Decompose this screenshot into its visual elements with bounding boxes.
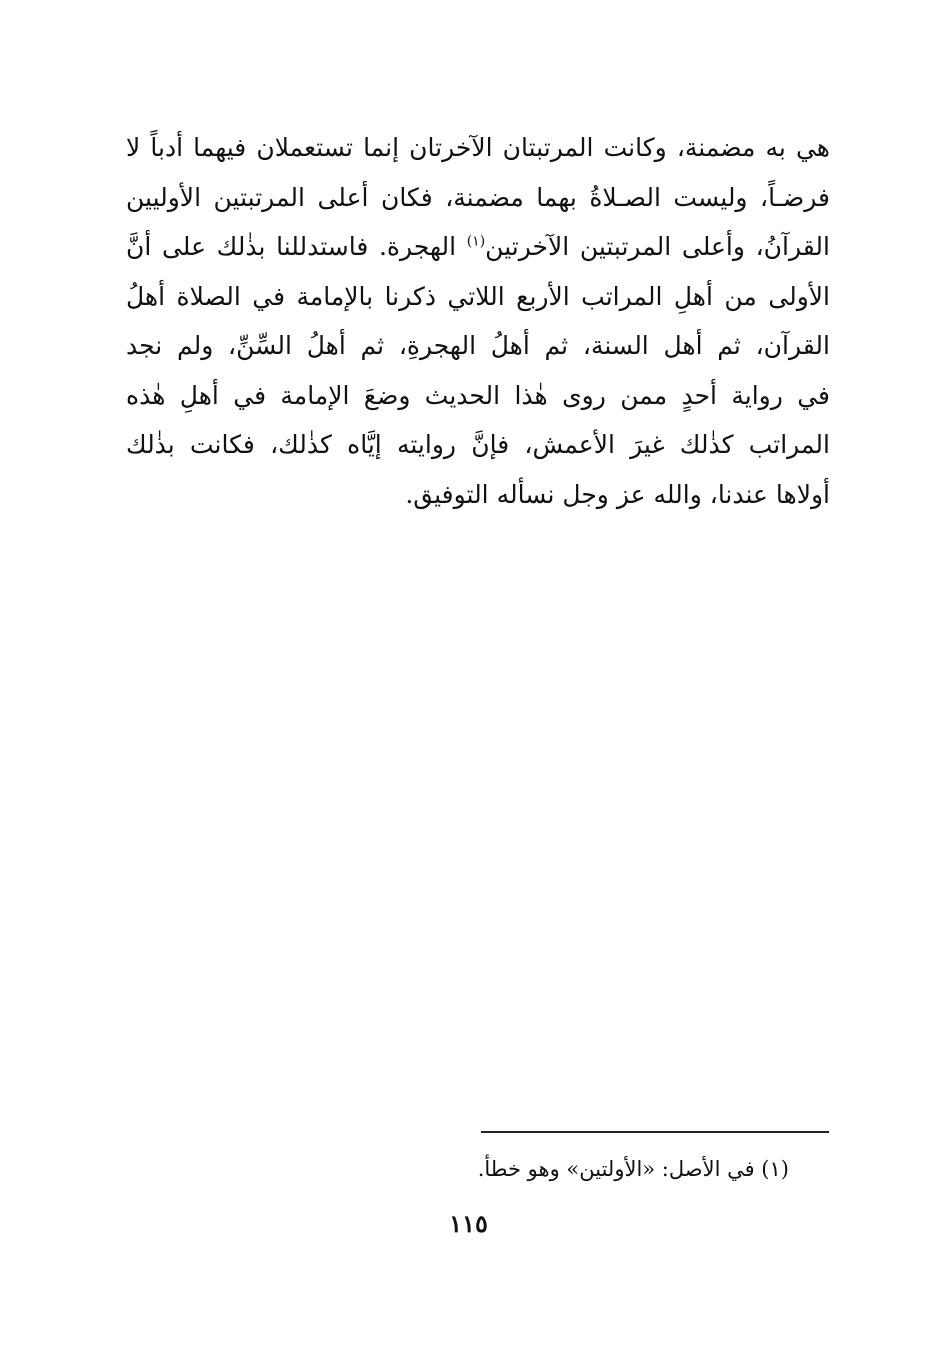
text-line-3 <box>126 222 830 272</box>
text-line-5: القرآن، ثم أهل السنة، ثم أهلُ الهجرةِ، ثم أهلُ السِّنِّ، ولم نجد <box>126 331 830 360</box>
text-line-3-start: القرآنُ، وأعلى المرتبتين الآخرتين <box>485 232 830 261</box>
footnote-separator <box>481 1131 829 1133</box>
text-line-2: فرضـاً، وليست الصـلاةُ بهما مضمنة، فكان أعلى المرتبتين الأوليين <box>126 182 830 212</box>
text-line-1: هي به مضمنة، وكانت المرتبتان الآخرتان إنما تستعملان فيهما أدباً لا <box>126 133 830 162</box>
footnote-reference: (١) <box>466 233 486 250</box>
text-line-6: في رواية أحدٍ ممن روى هٰذا الحديث وضعَ الإمامة في أهلِ هٰذه <box>126 380 830 410</box>
page-number: ١١٥ <box>449 1209 488 1238</box>
text-line-8: أولاها عندنا، والله عز وجل نسأله التوفيق. <box>405 479 830 509</box>
footnote: (١) في الأصل: «الأولتين» وهو خطأ. <box>477 1157 789 1181</box>
text-line-3-end: الهجرة. فاستدللنا بذٰلك على أنَّ <box>126 232 467 261</box>
main-text-block <box>126 123 830 519</box>
text-line-4: الأولى من أهلِ المراتب الأربع اللاتي ذكرنا بالإمامة في الصلاة أهلُ <box>126 281 830 311</box>
text-line-7: المراتب كذٰلك غيرَ الأعمش، فإنَّ روايته إيَّاه كذٰلك، فكانت بذٰلك <box>126 430 830 459</box>
